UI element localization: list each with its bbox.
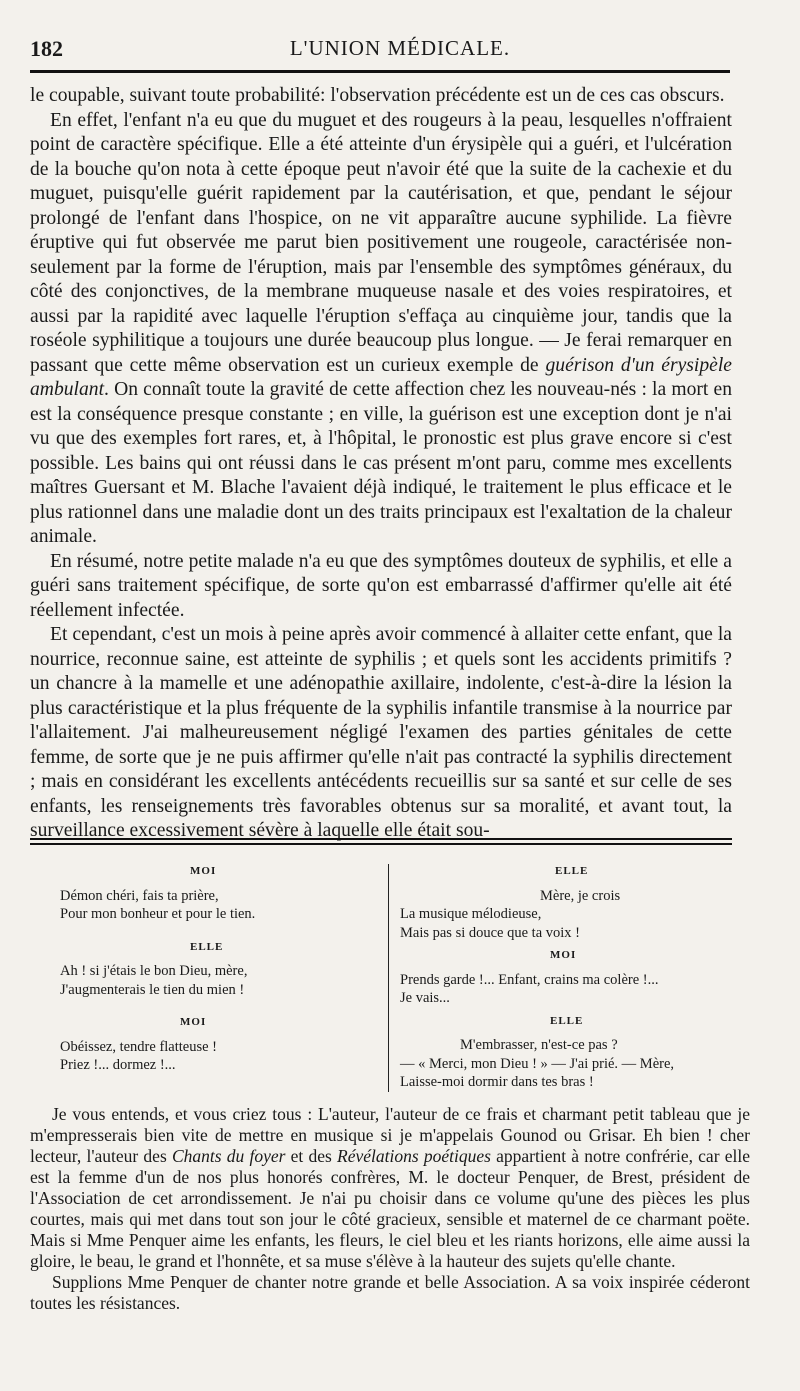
verse-line: Laisse-moi dormir dans tes bras ! xyxy=(400,1074,594,1090)
verse-line: — « Merci, mon Dieu ! » — J'ai prié. — Mère, xyxy=(400,1055,675,1072)
book-title: Chants du foyer xyxy=(171,1146,286,1166)
verse-line: Priez !... dormez !... xyxy=(60,1057,176,1073)
speaker-label: ELLE xyxy=(550,1014,584,1027)
verse-line: La musique mélodieuse, xyxy=(400,906,542,922)
poem-left-column xyxy=(60,858,390,1075)
verse-line: Je vais... xyxy=(400,990,450,1006)
verse-line: Mère, je crois xyxy=(540,887,621,904)
header-rule xyxy=(30,70,730,73)
paragraph: Je vous entends, et vous criez tous : L'auteur, l'auteur de ce frais et charmant petit tableau que je m'empresserais bien vite de mettre en musique si je m'appelais Gounod ou Grisar. Eh bien ! cher lecteur, l'auteur des Chants du foyer et des Révélations poétiques appartient à notre confrérie, car elle est la femme d'un de nos plus honorés confrères, M. le docteur Penquer, de Brest, président de l'Association de cet arrondissement. Je n'ai pu choisir dans ce volume qu'une des pièces les plus courtes, mais qui met dans tout son jour le côté gracieux, sensible et maternel de ce charmant poëte. Mais si Mme Penquer aime les enfants, les fleurs, le ciel bleu et les riants horizons, elle aime aussi la gloire, le beau, le grand et l'honnête, et sa muse s'élève à la hauteur des sujets qu'elle chante. xyxy=(30,1104,750,1271)
paragraph: En résumé, notre petite malade n'a eu que des symptômes douteux de syphilis, et elle a guéri sans traitement spécifique, de sorte qu'on est embarrassé d'affirmer qu'elle ait été réellement infectée. xyxy=(30,550,732,621)
speaker-label: MOI xyxy=(180,1016,207,1028)
verse-line: Prends garde !... Enfant, crains ma colère !... xyxy=(400,971,659,988)
speaker-label: MOI xyxy=(550,949,577,961)
section-divider xyxy=(30,838,732,848)
speaker-label: ELLE xyxy=(555,865,589,877)
book-title: Révélations poétiques xyxy=(337,1146,491,1166)
verse-line: Ah ! si j'étais le bon Dieu, mère, xyxy=(60,963,248,979)
article-body xyxy=(30,84,732,844)
paragraph: le coupable, suivant toute probabilité: l'observation précédente est un de ces cas obscurs. xyxy=(30,85,725,106)
verse-line: Pour mon bonheur et pour le tien. xyxy=(60,906,256,922)
verse-line: Démon chéri, fais ta prière, xyxy=(60,887,219,904)
page-number: 182 xyxy=(30,36,63,61)
verse-line: M'embrasser, n'est-ce pas ? xyxy=(460,1037,618,1053)
verse-line: Mais pas si douce que ta voix ! xyxy=(400,924,581,941)
journal-title: L'UNION MÉDICALE. xyxy=(289,36,511,60)
article-body-continued xyxy=(30,1104,750,1314)
speaker-label: MOI xyxy=(190,865,217,877)
speaker-label: ELLE xyxy=(190,940,224,953)
verse-line: Obéissez, tendre flatteuse ! xyxy=(60,1038,218,1055)
paragraph: Et cependant, c'est un mois à peine après avoir commencé à allaiter cette enfant, que la nourrice, reconnue saine, est atteinte de syphilis ; et quels sont les accidents primitifs ? un chancre à la mamelle et une adénopathie axillaire, indolente, c'est-à-dire la lésion la plus caractéristique et la plus fréquente de la syphilis infantile transmise à la nourrice par l'allaitement. J'ai malheureusement négligé l'examen des parties génitales de cette femme, de sorte que je ne puis affirmer qu'elle n'ait pas contracté la syphilis directement ; mais en considérant les excellents antécédents recueillis sur sa santé et sur celle de ses enfants, les renseignements très favorables obtenus sur sa moralité, et avant tout, la surveillance excessivement sévère à laquelle elle était sou- xyxy=(30,624,732,841)
paragraph: Supplions Mme Penquer de chanter notre grande et belle Association. A sa voix inspirée céderont toutes les résistances. xyxy=(30,1272,750,1313)
italic-phrase: guérison d'un érysipèle ambulant xyxy=(30,354,732,400)
paragraph: En effet, l'enfant n'a eu que du muguet et des rougeurs à la peau, lesquelles n'offraient point de caractère spécifique. Elle a été atteinte d'un érysipèle qui a guéri, et l'ulcération de la bouche qu'on nota à cette époque peut n'avoir été que la suite de la cachexie et du muguet, puisqu'elle guérit rapidement par la cautérisation, et que, pendant le séjour prolongé de l'enfant dans l'hospice, on ne vit apparaître aucune syphilide. La fièvre éruptive qui fut observée me parut bien positivement une rougeole, caractérisée non-seulement par la forme de l'éruption, mais par l'ensemble des symptômes généraux, du côté des conjonctives, de la membrane muqueuse nasale et des voies respiratoires, et aussi par la rapidité avec laquelle l'éruption s'effaça au cinquième jour, tandis que la roséole syphilitique a toujours une durée beaucoup plus longue. — Je ferai remarquer en passant que cette même observation est un curieux exemple de guérison d'un érysipèle ambulant. On connaît toute la gravité de cette affection chez les nouveau-nés : la mort en est la conséquence presque constante ; en ville, la guérison est une exception dont je n'ai vu que des exemples fort rares, et, à l'hôpital, le pronostic est plus grave encore si c'est possible. Les bains qui ont réussi dans le cas présent m'ont paru, comme mes excellents maîtres Guersant et M. Blache l'avaient déjà indiqué, le traitement le plus efficace et le plus rationnel dans une maladie dont un des traits principaux est l'exaltation de la chaleur animale. xyxy=(30,109,732,547)
column-divider xyxy=(388,864,389,1092)
verse-line: J'augmenterais le tien du mien ! xyxy=(60,981,245,998)
poem xyxy=(30,858,732,1098)
page-header xyxy=(30,36,770,70)
poem-right-column xyxy=(400,858,730,1092)
